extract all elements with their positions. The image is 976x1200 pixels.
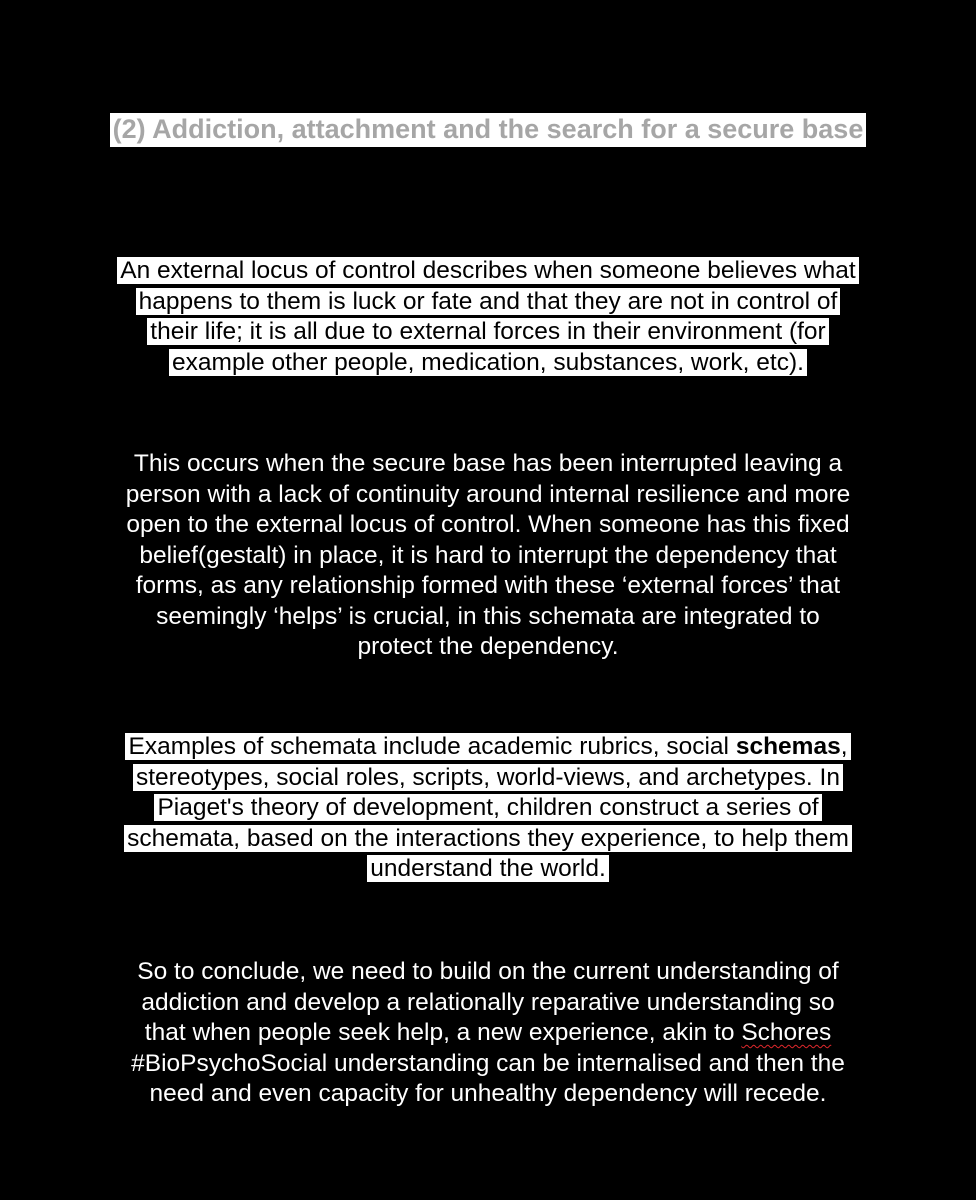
paragraph-line: their life; it is all due to external forces in their environment (for bbox=[147, 318, 828, 345]
paragraph-schemata-examples bbox=[0, 732, 976, 885]
paragraph-line: This occurs when the secure base has been interrupted leaving a bbox=[133, 450, 843, 477]
spellcheck-flagged-word[interactable]: Schores bbox=[741, 1019, 832, 1046]
paragraph-line: Piaget's theory of development, children construct a series of bbox=[154, 794, 821, 821]
paragraph-line: need and even capacity for unhealthy dependency will recede. bbox=[149, 1080, 827, 1107]
paragraph-conclusion bbox=[0, 957, 976, 1110]
paragraph-line: open to the external locus of control. When someone has this fixed bbox=[126, 511, 850, 538]
paragraph-line: belief(gestalt) in place, it is hard to interrupt the dependency that bbox=[139, 541, 837, 569]
paragraph-line: #BioPsychoSocial understanding can be internalised and then the bbox=[131, 1049, 845, 1077]
paragraph-line: So to conclude, we need to build on the current understanding of bbox=[137, 958, 839, 985]
paragraph-line bbox=[125, 733, 850, 760]
paragraph-text: Examples of schemata include academic rubrics, social bbox=[128, 733, 736, 760]
document-title bbox=[0, 110, 976, 148]
paragraph-text: , bbox=[840, 733, 848, 760]
paragraph-line: An external locus of control describes when someone believes what bbox=[117, 257, 858, 284]
bold-term: schemas bbox=[735, 733, 841, 760]
paragraph-line: schemata, based on the interactions they experience, to help them bbox=[124, 825, 852, 852]
paragraph-line: stereotypes, social roles, scripts, world-views, and archetypes. In bbox=[133, 764, 843, 791]
paragraph-line: happens to them is luck or fate and that they are not in control of bbox=[136, 288, 841, 315]
paragraph-line: seemingly ‘helps’ is crucial, in this schemata are integrated to bbox=[156, 602, 820, 630]
paragraph-line bbox=[0, 1018, 976, 1049]
paragraph-line: forms, as any relationship formed with these ‘external forces’ that bbox=[135, 572, 841, 599]
paragraph-line: protect the dependency. bbox=[357, 633, 619, 660]
paragraph-line: addiction and develop a relationally reparative understanding so bbox=[141, 988, 835, 1016]
paragraph-line: person with a lack of continuity around internal resilience and more bbox=[125, 480, 851, 508]
paragraph-external-locus bbox=[0, 256, 976, 378]
paragraph-line: understand the world. bbox=[367, 855, 609, 882]
paragraph-secure-base bbox=[0, 449, 976, 663]
paragraph-text: that when people seek help, a new experience, akin to bbox=[144, 1019, 742, 1046]
document-title-text: (2) Addiction, attachment and the search for a secure base bbox=[110, 113, 867, 147]
paragraph-line: example other people, medication, substances, work, etc). bbox=[169, 349, 807, 376]
